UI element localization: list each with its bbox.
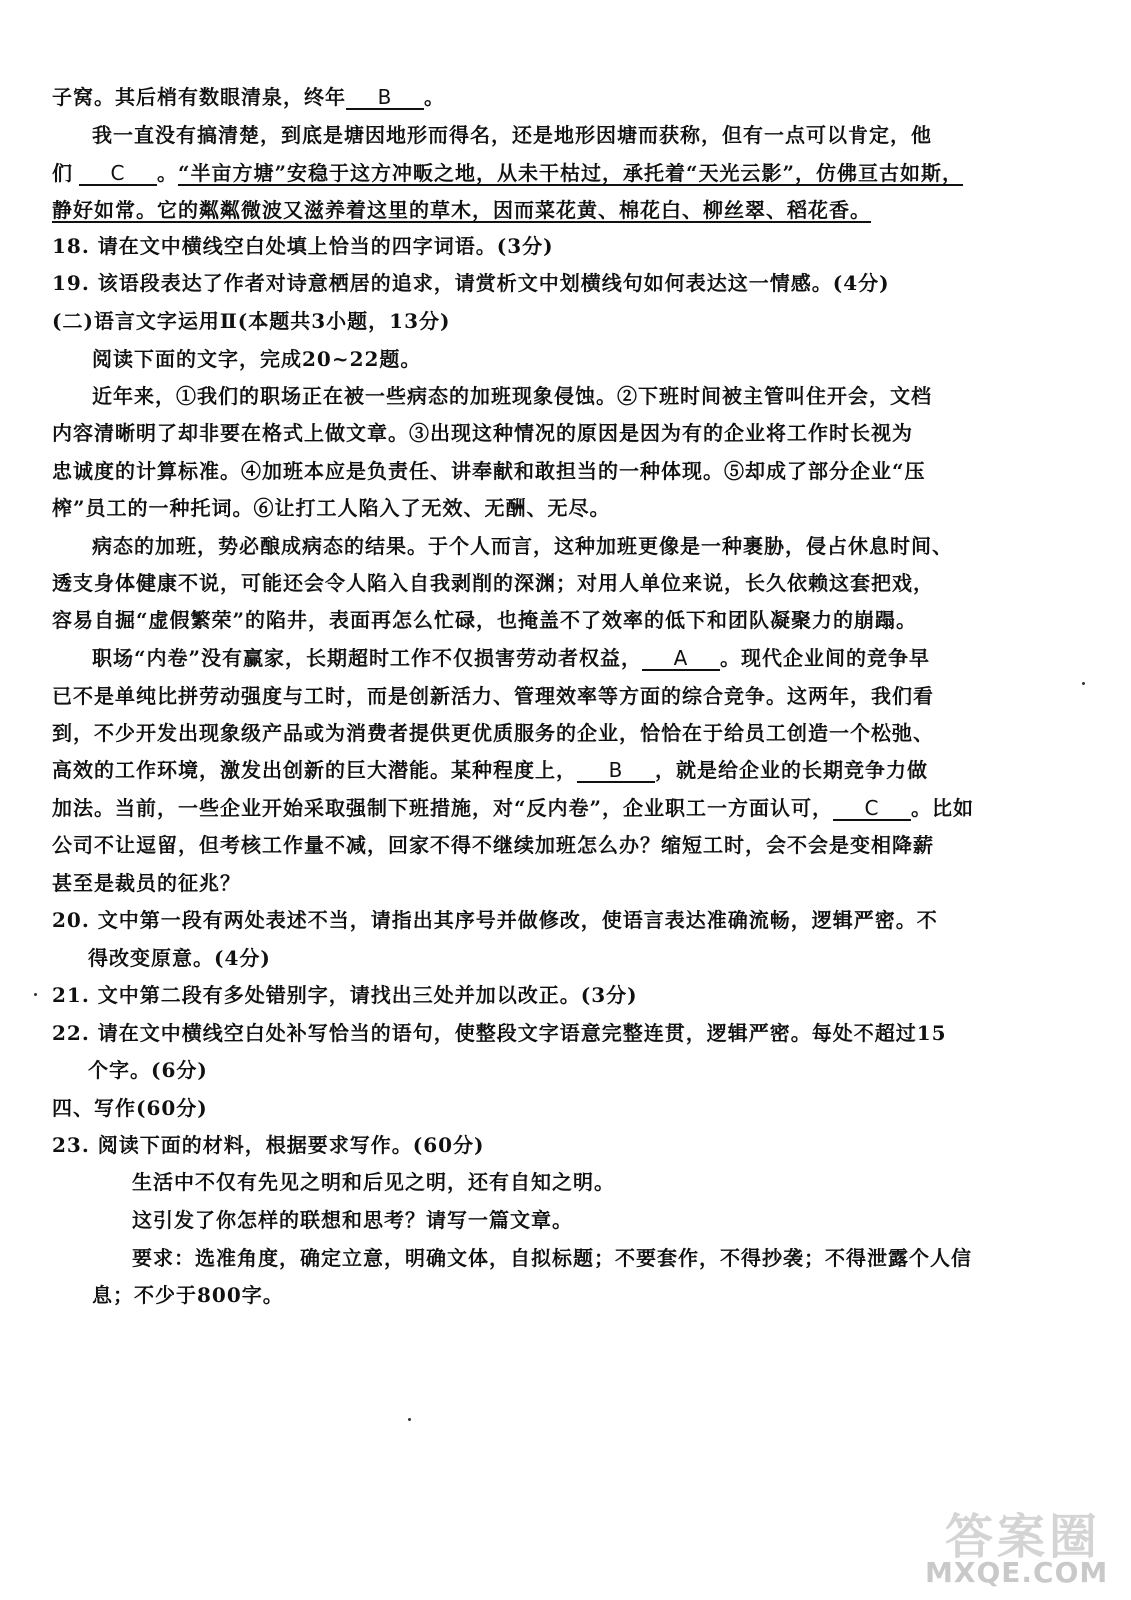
text: 职场“内卷”没有赢家，长期超时工作不仅损害劳动者权益，	[92, 646, 643, 670]
material-line: 这引发了你怎样的联想和思考？请写一篇文章。	[132, 1208, 573, 1232]
text: 子窝。其后梢有数眼清泉，终年	[52, 85, 346, 109]
blank-a: A	[642, 647, 720, 671]
para1-line: 内容清晰明了却非要在格式上做文章。③出现这种情况的原因是因为有的企业将工作时长视为	[52, 421, 913, 445]
underlined-sentence: “半亩方塘”安稳于这方冲畈之地，从未干枯过，承托着“天光云影”，仿佛亘古如斯，	[178, 161, 964, 185]
section-4-heading: 四、写作(60分)	[52, 1096, 208, 1120]
question-20: 20. 文中第一段有两处表述不当，请指出其序号并做修改，使语言表达准确流畅，逻辑严密。不	[52, 908, 938, 932]
question-18: 18. 请在文中横线空白处填上恰当的四字词语。(3分)	[52, 234, 554, 258]
text: 。	[424, 85, 445, 109]
text: 。现代企业间的竞争早	[720, 646, 931, 670]
scan-speck	[408, 1418, 411, 1421]
blank-b: B	[577, 759, 655, 783]
top-line-1	[52, 84, 445, 110]
text: 。	[157, 161, 178, 185]
section-2-heading: (二)语言文字运用Ⅱ(本题共3小题，13分)	[52, 309, 451, 333]
para3-line: 甚至是裁员的征兆？	[52, 871, 241, 895]
watermark-site: MXQE.COM	[925, 1556, 1109, 1589]
text: 高效的工作环境，激发出创新的巨大潜能。某种程度上，	[52, 758, 577, 782]
para3-line: 已不是单纯比拼劳动强度与工时，而是创新活力、管理效率等方面的综合竞争。这两年，我们看	[52, 684, 934, 708]
top-line-2: 我一直没有搞清楚，到底是塘因地形而得名，还是地形因塘而获称，但有一点可以肯定，他	[92, 123, 932, 147]
requirement-line: 要求：选准角度，确定立意，明确文体，自拟标题；不要套作，不得抄袭；不得泄露个人信	[132, 1246, 972, 1270]
para3-line-1	[92, 645, 930, 671]
text: 加法。当前，一些企业开始采取强制下班措施，对“反内卷”，企业职工一方面认可，	[52, 796, 834, 820]
question-19: 19. 该语段表达了作者对诗意栖居的追求，请赏析文中划横线句如何表达这一情感。(4分)	[52, 271, 890, 295]
watermark	[925, 1498, 1115, 1593]
question-20-cont: 得改变原意。(4分)	[88, 946, 271, 970]
scan-speck	[1082, 682, 1085, 685]
para3-line-4	[52, 757, 928, 783]
material-line: 生活中不仅有先见之明和后见之明，还有自知之明。	[132, 1170, 615, 1194]
watermark-logo: 答案圈	[945, 1509, 1102, 1565]
blank-c: C	[833, 797, 911, 821]
para2-line: 病态的加班，势必酿成病态的结果。于个人而言，这种加班更像是一种裹胁，侵占休息时间、	[92, 534, 953, 558]
para3-line: 公司不让逗留，但考核工作量不减，回家不得不继续加班怎么办？缩短工时，会不会是变相降薪	[52, 833, 934, 857]
para2-line: 容易自掘“虚假繁荣”的陷井，表面再怎么忙碌，也掩盖不了效率的低下和团队凝聚力的崩蹋。	[52, 608, 918, 632]
para3-line: 到，不少开发出现象级产品或为消费者提供更优质服务的企业，恰恰在于给员工创造一个松弛、	[52, 721, 934, 745]
para2-line: 透支身体健康不说，可能还会令人陷入自我剥削的深渊；对用人单位来说，长久依赖这套把戏，	[52, 571, 934, 595]
instruction: 阅读下面的文字，完成20~22题。	[92, 347, 422, 371]
question-23: 23. 阅读下面的材料，根据要求写作。(60分)	[52, 1133, 485, 1157]
question-22: 22. 请在文中横线空白处补写恰当的语句，使整段文字语意完整连贯，逻辑严密。每处不超过15	[52, 1021, 947, 1045]
text: 们	[52, 161, 73, 185]
scan-speck	[34, 993, 37, 996]
para1-line: 近年来，①我们的职场正在被一些病态的加班现象侵蚀。②下班时间被主管叫住开会，文档	[92, 384, 932, 408]
text: ，就是给企业的长期竞争力做	[655, 758, 928, 782]
blank-b-top: B	[346, 86, 424, 110]
blank-c-top: C	[79, 162, 157, 186]
para1-line: 忠诚度的计算标准。④加班本应是负责任、讲奉献和敢担当的一种体现。⑤却成了部分企业“压	[52, 459, 926, 483]
para1-line: 榨”员工的一种托词。⑥让打工人陷入了无效、无酬、无尽。	[52, 496, 611, 520]
top-line-3	[52, 160, 963, 186]
question-22-cont: 个字。(6分)	[88, 1058, 208, 1082]
top-line-4-underlined: 静好如常。它的粼粼微波又滋养着这里的草木，因而菜花黄、棉花白、柳丝翠、稻花香。	[52, 198, 871, 222]
text: 。比如	[911, 796, 975, 820]
para3-line-5	[52, 795, 974, 821]
requirement-line: 息；不少于800字。	[92, 1283, 284, 1307]
question-21: 21. 文中第二段有多处错别字，请找出三处并加以改正。(3分)	[52, 983, 638, 1007]
